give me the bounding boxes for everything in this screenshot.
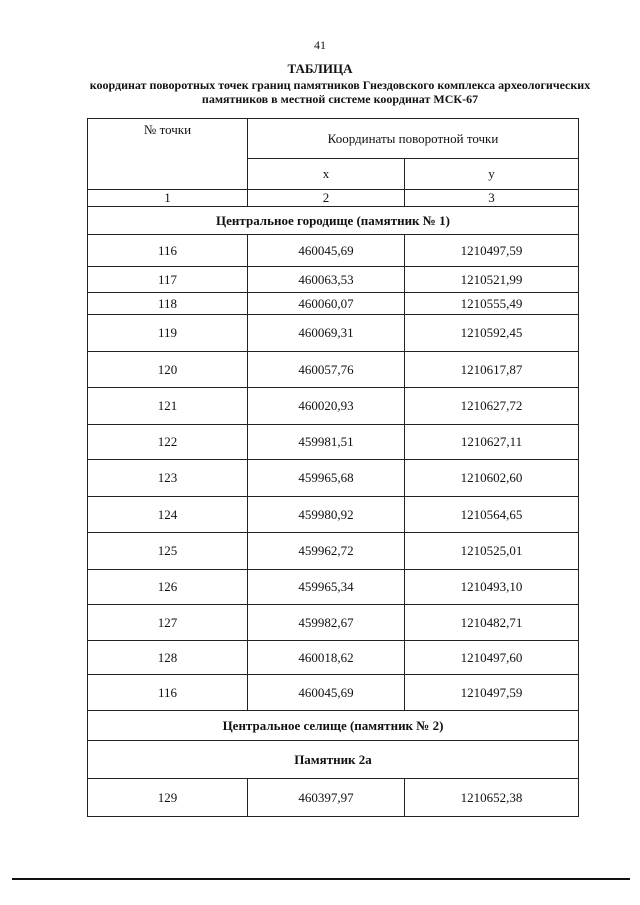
table-row [88,425,579,460]
y-coordinate-cell: 1210564,65 [405,497,579,533]
y-coordinate-cell: 1210497,59 [405,675,579,711]
y-coordinate-cell: 1210592,45 [405,315,579,352]
x-coordinate-cell: 459981,51 [248,425,405,460]
y-coordinate-cell: 1210617,87 [405,352,579,388]
x-coordinate-cell: 460063,53 [248,267,405,293]
y-coordinate-cell: 1210497,60 [405,641,579,675]
point-number-cell: 116 [88,675,248,711]
table-row [88,267,579,293]
table-row [88,779,579,817]
point-number-cell: 127 [88,605,248,641]
y-coordinate-cell: 1210482,71 [405,605,579,641]
x-coordinate-cell: 460045,69 [248,675,405,711]
section-heading: Центральное селище (памятник № 2) [88,711,579,741]
point-number-cell: 122 [88,425,248,460]
x-coordinate-cell: 460045,69 [248,235,405,267]
x-coordinate-cell: 459962,72 [248,533,405,570]
point-number-cell: 118 [88,293,248,315]
y-coordinate-cell: 1210521,99 [405,267,579,293]
point-number-cell: 119 [88,315,248,352]
point-number-cell: 121 [88,388,248,425]
y-coordinate-cell: 1210555,49 [405,293,579,315]
table-row [88,352,579,388]
header-y: у [405,159,579,190]
table-row [88,641,579,675]
point-number-cell: 117 [88,267,248,293]
x-coordinate-cell: 460057,76 [248,352,405,388]
subsection-heading: Памятник 2а [88,741,579,779]
column-number: 2 [248,190,405,207]
document-title: ТАБЛИЦА [287,61,353,76]
point-number-cell: 128 [88,641,248,675]
y-coordinate-cell: 1210493,10 [405,570,579,605]
point-number-cell: 116 [88,235,248,267]
bottom-rule [12,878,630,880]
point-number-cell: 123 [88,460,248,497]
coordinates-table [87,118,579,817]
point-number-cell: 126 [88,570,248,605]
table-row [88,293,579,315]
x-coordinate-cell: 459982,67 [248,605,405,641]
x-coordinate-cell: 460020,93 [248,388,405,425]
y-coordinate-cell: 1210652,38 [405,779,579,817]
table-row [88,675,579,711]
header-point-number: № точки [88,119,248,190]
x-coordinate-cell: 459965,34 [248,570,405,605]
column-number: 1 [88,190,248,207]
y-coordinate-cell: 1210627,11 [405,425,579,460]
point-number-cell: 125 [88,533,248,570]
point-number-cell: 120 [88,352,248,388]
x-coordinate-cell: 460060,07 [248,293,405,315]
y-coordinate-cell: 1210497,59 [405,235,579,267]
table-row [88,460,579,497]
table-row [88,605,579,641]
y-coordinate-cell: 1210525,01 [405,533,579,570]
document-subtitle: координат поворотных точек границ памятников Гнездовского комплекса археологических памятников в местной системе координат МСК-67 [89,78,591,106]
column-number: 3 [405,190,579,207]
table-row [88,497,579,533]
section-2-rows [88,779,579,817]
table-row [88,388,579,425]
x-coordinate-cell: 459965,68 [248,460,405,497]
table-row [88,570,579,605]
section-1-rows [88,235,579,711]
table-row [88,533,579,570]
x-coordinate-cell: 459980,92 [248,497,405,533]
header-coordinates: Координаты поворотной точки [248,119,579,159]
y-coordinate-cell: 1210627,72 [405,388,579,425]
x-coordinate-cell: 460397,97 [248,779,405,817]
page-number: 41 [314,38,326,52]
table-row [88,235,579,267]
x-coordinate-cell: 460069,31 [248,315,405,352]
x-coordinate-cell: 460018,62 [248,641,405,675]
table-row [88,315,579,352]
point-number-cell: 124 [88,497,248,533]
y-coordinate-cell: 1210602,60 [405,460,579,497]
section-heading: Центральное городище (памятник № 1) [88,207,579,235]
point-number-cell: 129 [88,779,248,817]
header-x: х [248,159,405,190]
